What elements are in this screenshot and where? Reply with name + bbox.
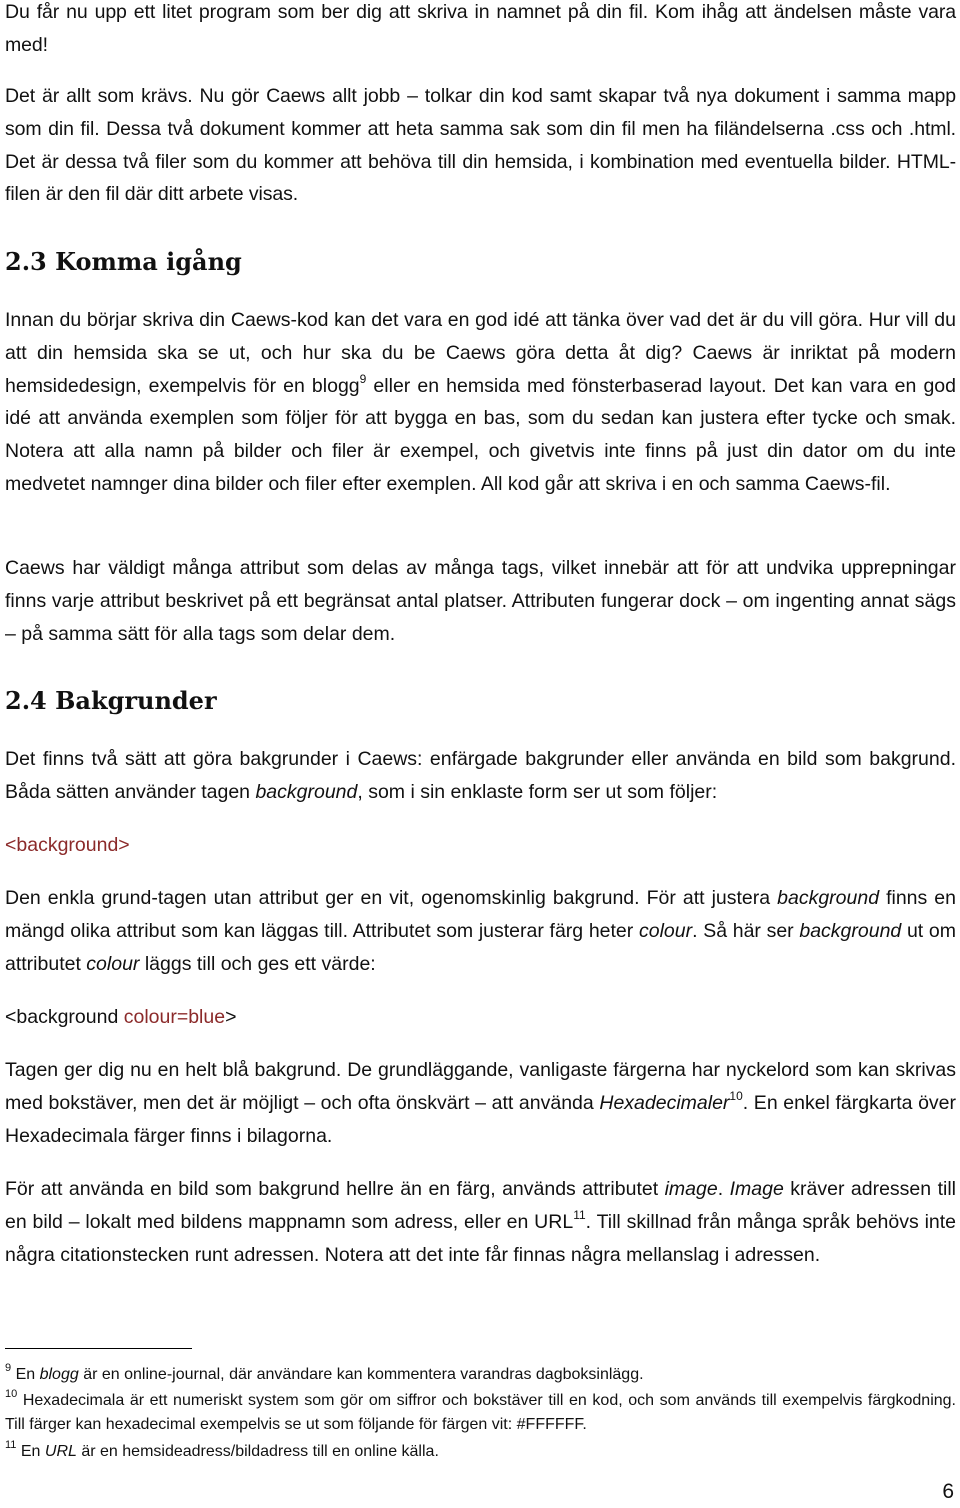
section-2-4-paragraph-3: Tagen ger dig nu en helt blå bakgrund. De grundläggande, vanligaste färgerna har nyckelord som kan skrivas med bokstäver, men det är möjligt – och ofta önskvärt – att använda Hexadecimaler$^{10}$. En enkel färgkarta över Hexadecimala färger finns i bilagorna.	[5, 1059, 957, 1147]
footnote-ref-9: 9	[359, 371, 367, 386]
page-number: 6	[942, 1480, 954, 1503]
section-2-4-paragraph-4: För att använda en bild som bakgrund hellre än en färg, används attributet image. Image kräver adressen till en bild – lokalt med bildens mappnamn som adress, eller en URL$^{11}$. Till skillnad från många språk behövs inte några citationstecken runt adressen. Notera att det inte får finnas några mellanslag i adressen.	[5, 1178, 957, 1266]
code-example-background-colour: <background colour=blue>	[5, 1006, 237, 1028]
code-example-background: <background>	[5, 834, 130, 856]
footnote-divider	[5, 1348, 192, 1349]
intro-paragraph-2: Det är allt som krävs. Nu gör Caews allt jobb – tolkar din kod samt skapar två nya dokument i samma mapp som din fil. Dessa två dokument kommer att heta samma sak som din fil men ha filändelserna .css och .html. Det är dessa två filer som du kommer att behöva till din hemsida, i kombination med eventuella bilder. HTML-filen är den fil där ditt arbete visas.	[5, 85, 956, 206]
intro-paragraph-1: Du får nu upp ett litet program som ber dig att skriva in namnet på din fil. Kom ihåg att ändelsen måste vara med!	[5, 1, 956, 56]
section-2-4-paragraph-2: Den enkla grund-tagen utan attribut ger en vit, ogenomskinlig bakgrund. För att justera background finns en mängd olika attribut som kan läggas till. Attributet som justerar färg heter colour. Så här ser background ut om attributet colour läggs till och ges ett värde:	[5, 887, 956, 975]
section-2-4-paragraph-1: Det finns två sätt att göra bakgrunder i Caews: enfärgade bakgrunder eller använda en bild som bakgrund. Båda sätten använder tagen background, som i sin enklaste form ser ut som följer:	[5, 748, 956, 803]
section-heading-2-3: 2.3 Komma igång	[5, 247, 242, 276]
section-heading-2-4: 2.4 Bakgrunder	[5, 686, 217, 715]
footnote-11: $^{11}$ En URL är en hemsideadress/bildadress till en online källa.	[5, 1439, 439, 1460]
section-2-3-paragraph-2: Caews har väldigt många attribut som delas av många tags, vilket innebär att för att undvika upprepningar finns varje attribut beskrivet på ett begränsat antal platser. Attributen fungerar dock – om ingenting annat sägs – på samma sätt för alla tags som delar dem.	[5, 557, 956, 645]
footnote-9: $^9$ En blogg är en online-journal, där användare kan kommentera varandras dagboksinlägg.	[5, 1362, 644, 1383]
footnote-ref-10: 10	[729, 1088, 743, 1103]
section-2-3-paragraph-1: Innan du börjar skriva din Caews-kod kan det vara en god idé att tänka över vad det är du vill göra. Hur vill du att din hemsida ska se ut, och hur ska du be Caews göra detta åt dig? Caews är inriktat på modern hemsidedesign, exempelvis för en blogg$^9$ eller en hemsida med fönsterbaserad layout. Det kan vara en god idé att använda exemplen som följer för att bygga en bas, som du sedan kan justera efter tycke och smak. Notera att alla namn på bilder och filer är exempel, och givetvis inte finns på just din dator om du inte medvetet namnger dina bilder och filer efter exemplen. All kod går att skriva i en och samma Caews-fil.	[5, 309, 956, 495]
footnote-ref-11: 11	[573, 1207, 586, 1222]
footnote-10: $^{10}$ Hexadecimala är ett numeriskt system som gör om siffror och bokstäver till en kod, och som används till exempelvis färgkodning. Till färger kan hexadecimal exempelvis se ut som följande för färgen vit: #FFFFFF.	[5, 1388, 956, 1433]
